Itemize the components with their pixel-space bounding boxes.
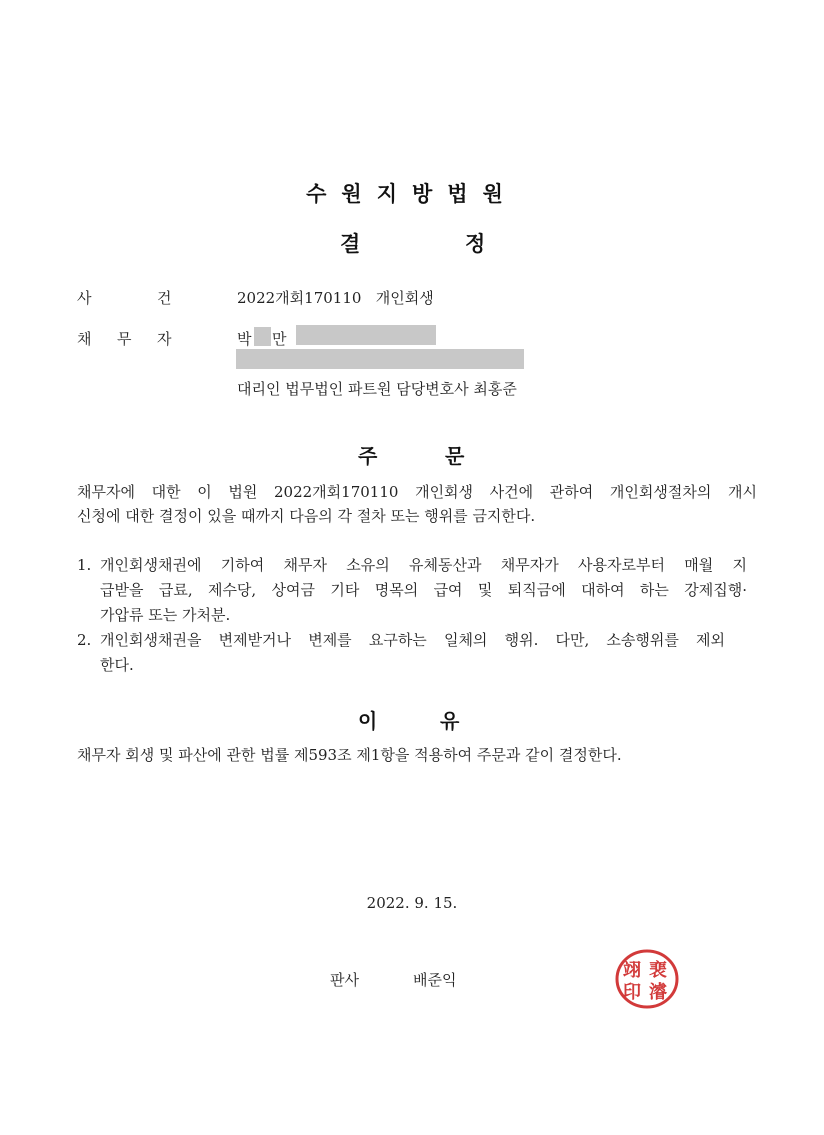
order-item-1-line3: 가압류 또는 가처분. [100, 606, 231, 624]
decision-date: 2022. 9. 15. [366, 894, 458, 912]
doc-title-right: 정 [465, 232, 486, 256]
debtor-name-first: 박 [237, 330, 252, 348]
reason-heading-right: 유 [440, 709, 460, 733]
case-label-a: 사 [77, 289, 92, 307]
reason-heading-left: 이 [358, 709, 378, 733]
svg-text:翊: 翊 [623, 960, 641, 981]
debtor-label-c: 자 [157, 330, 172, 348]
court-name: 수원지방법원 [306, 182, 518, 206]
judge-name: 배준익 [413, 971, 457, 989]
order-item-2-line2: 한다. [100, 656, 134, 674]
order-intro-line2: 신청에 대한 결정이 있을 때까지 다음의 각 절차 또는 행위를 금지한다. [77, 507, 536, 525]
svg-text:裵: 裵 [649, 960, 667, 981]
order-item-1-line1: 개인회생채권에 기하여 채무자 소유의 유체동산과 채무자가 사용자로부터 매월 지 [100, 556, 747, 574]
order-heading-left: 주 [358, 444, 378, 468]
order-heading-right: 문 [445, 444, 465, 468]
debtor-agent: 대리인 법무법인 파트원 담당변호사 최홍준 [237, 380, 517, 398]
order-intro-line1: 채무자에 대한 이 법원 2022개회170110 개인회생 사건에 관하여 개인회생절차의 개시 [77, 483, 757, 501]
reason-text: 채무자 회생 및 파산에 관한 법률 제593조 제1항을 적용하여 주문과 같이 결정한다. [77, 746, 622, 764]
order-item-1-line2: 급받을 급료, 제수당, 상여금 기타 명목의 급여 및 퇴직금에 대하여 하는 강제집행· [100, 581, 747, 599]
case-value: 2022개회170110 개인회생 [237, 289, 434, 307]
svg-text:印: 印 [623, 982, 641, 1003]
redacted-name-block [254, 327, 271, 346]
redacted-address-block [236, 349, 524, 369]
doc-title-left: 결 [340, 232, 361, 256]
order-item-2-num: 2. [77, 631, 92, 649]
order-item-2-line1: 개인회생채권을 변제받거나 변제를 요구하는 일체의 행위. 다만, 소송행위를 제외 [100, 631, 725, 649]
svg-text:濬: 濬 [649, 982, 667, 1003]
case-label-b: 건 [157, 289, 172, 307]
debtor-label-b: 무 [117, 330, 132, 348]
seal-graphic [614, 948, 680, 1010]
judge-seal [614, 948, 680, 1010]
debtor-label-a: 채 [77, 330, 92, 348]
judge-title: 판사 [330, 971, 359, 989]
redacted-id-block [296, 325, 436, 345]
debtor-name-last: 만 [272, 330, 287, 348]
order-item-1-num: 1. [77, 556, 92, 574]
